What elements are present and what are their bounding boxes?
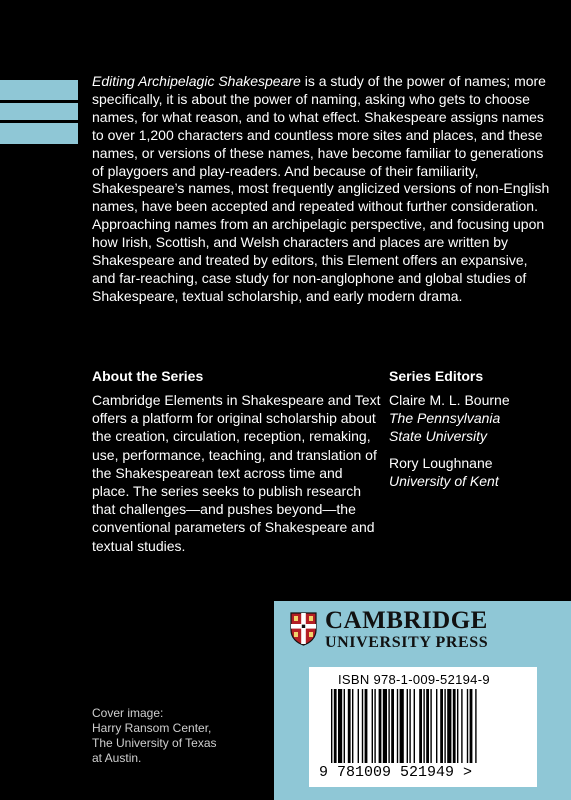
publisher-subname: UNIVERSITY PRESS [325,634,489,651]
publisher-panel [274,601,571,800]
editor-name: Claire M. L. Bourne [389,392,510,408]
about-series-text: Cambridge Elements in Shakespeare and Text offers a platform for original scholarship about the creation, circulation, reception, remaking, use, performance, teaching, and translation of the Shakespearean text across time and place. The series seeks to publish research that challenges—and pushes beyond—the conventional parameters of Shakespeare and textual studies. [92,392,381,554]
book-description [92,73,552,306]
accent-bar [0,123,78,144]
credit-line: Cover image: [92,706,164,720]
series-editors-list [389,391,559,490]
cover-image-credit [92,706,252,766]
book-title: Editing Archipelagic Shakespeare [92,73,301,89]
editor-affiliation: State University [389,428,488,445]
about-series-heading: About the Series [92,368,204,384]
barcode-digits: 9 781009 521949 > [319,764,473,781]
editor-name: Rory Loughnane [389,454,493,471]
editor-affiliation: The Pennsylvania [389,410,501,427]
cambridge-crest-icon [290,612,317,646]
credit-line: The University of Texas [92,736,217,750]
accent-bar [0,80,78,100]
credit-line: at Austin. [92,751,142,765]
credit-line: Harry Ransom Center, [92,721,212,735]
isbn-barcode-box [309,667,537,787]
description-text: is a study of the power of names; more specifically, it is about the power of naming, asking who gets to choose names, for what reason, and to what effect. Shakespeare assigns names to over 1,200 characters and countless more sites and places, and these names, or versions of these names, have become familiar to generations of playgoers and play-readers. And because of their familiarity, Shakespeare’s names, most frequently anglicized versions of non-English names, have been accepted and repeated without further consideration. Approaching names from an archipelagic perspective, and focusing upon how Irish, Scottish, and Welsh characters and places are written by Shakespeare and treated by editors, this Element offers an expansive, and far-reaching, case study for non-anglophone and global studies of Shakespeare, textual scholarship, and early modern drama. [92,73,550,304]
editor-affiliation: University of Kent [389,472,499,489]
accent-bar [0,103,78,120]
isbn-label: ISBN 978-1-009-52194-9 [338,672,490,687]
series-editors-heading: Series Editors [389,368,484,384]
publisher-name: CAMBRIDGE [325,607,488,634]
